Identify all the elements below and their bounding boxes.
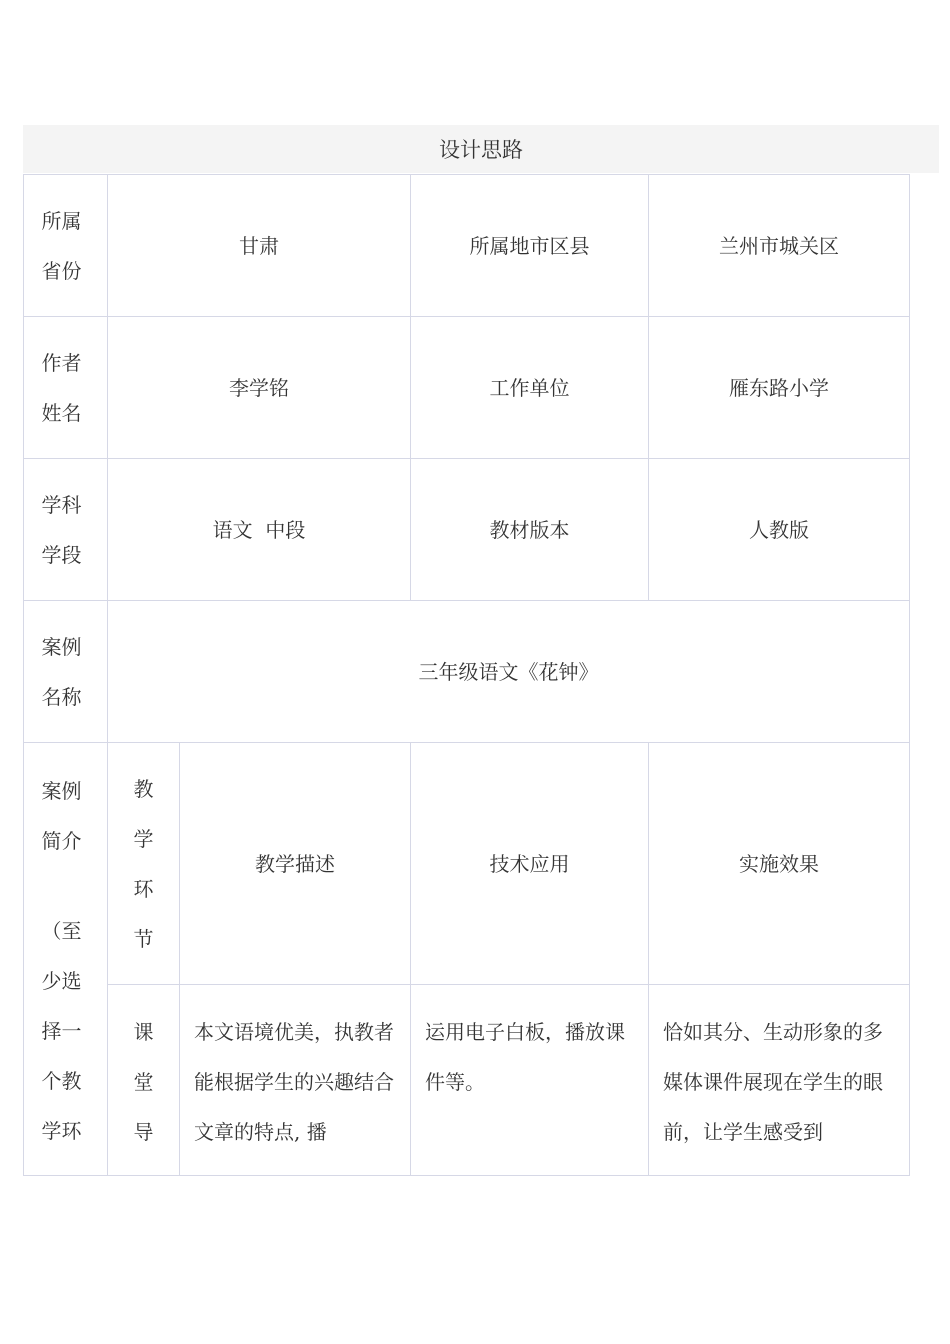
stage-description-cell — [180, 985, 411, 1176]
stage-name: 课堂导 — [133, 1020, 154, 1144]
case-name-label: 案例名称 — [41, 634, 82, 709]
stage-effect-cell — [649, 985, 910, 1176]
teaching-description-header: 教学描述 — [180, 743, 411, 985]
subject-label: 学科学段 — [41, 492, 82, 567]
case-info-table — [23, 174, 910, 1176]
city-district-label: 所属地市区县 — [411, 175, 649, 317]
implementation-effect-header: 实施效果 — [649, 743, 910, 985]
author-label: 作者姓名 — [41, 350, 82, 425]
author-label-cell — [24, 317, 108, 459]
table-row-case-name — [24, 601, 910, 743]
case-name-label-cell — [24, 601, 108, 743]
stage-technology-cell — [411, 985, 649, 1176]
table-row-author — [24, 317, 910, 459]
case-intro-label-note: （至少选择一个教学环 — [41, 919, 82, 1143]
stage-description: 本文语境优美，执教者能根据学生的兴趣结合文章的特点, 播 — [194, 1020, 394, 1144]
province-value: 甘肃 — [108, 175, 411, 317]
subject-label-cell — [24, 459, 108, 601]
city-district-value: 兰州市城关区 — [649, 175, 910, 317]
teaching-stage-header-text: 教学环节 — [133, 776, 154, 951]
province-label: 所属省份 — [41, 208, 82, 283]
subject-value: 语文 中段 — [108, 459, 411, 601]
teaching-stage-header — [108, 743, 180, 985]
work-unit-value: 雁东路小学 — [649, 317, 910, 459]
stage-effect: 恰如其分、生动形象的多媒体课件展现在学生的眼前，让学生感受到 — [663, 1020, 883, 1144]
section-title: 设计思路 — [23, 125, 939, 173]
case-name-value: 三年级语文《花钟》 — [108, 601, 910, 743]
table-row-stage — [24, 985, 910, 1176]
case-intro-label — [42, 743, 90, 1156]
technology-application-header: 技术应用 — [411, 743, 649, 985]
case-intro-label-cell — [24, 743, 108, 1176]
table-row-subject — [24, 459, 910, 601]
author-value: 李学铭 — [108, 317, 411, 459]
province-label-cell — [24, 175, 108, 317]
case-intro-label-main: 案例简介 — [41, 779, 82, 853]
table-row-case-intro-header — [24, 743, 910, 985]
stage-name-cell — [108, 985, 180, 1176]
textbook-version-label: 教材版本 — [411, 459, 649, 601]
textbook-version-value: 人教版 — [649, 459, 910, 601]
work-unit-label: 工作单位 — [411, 317, 649, 459]
stage-technology: 运用电子白板，播放课件等。 — [425, 1020, 625, 1094]
table-row-province — [24, 175, 910, 317]
